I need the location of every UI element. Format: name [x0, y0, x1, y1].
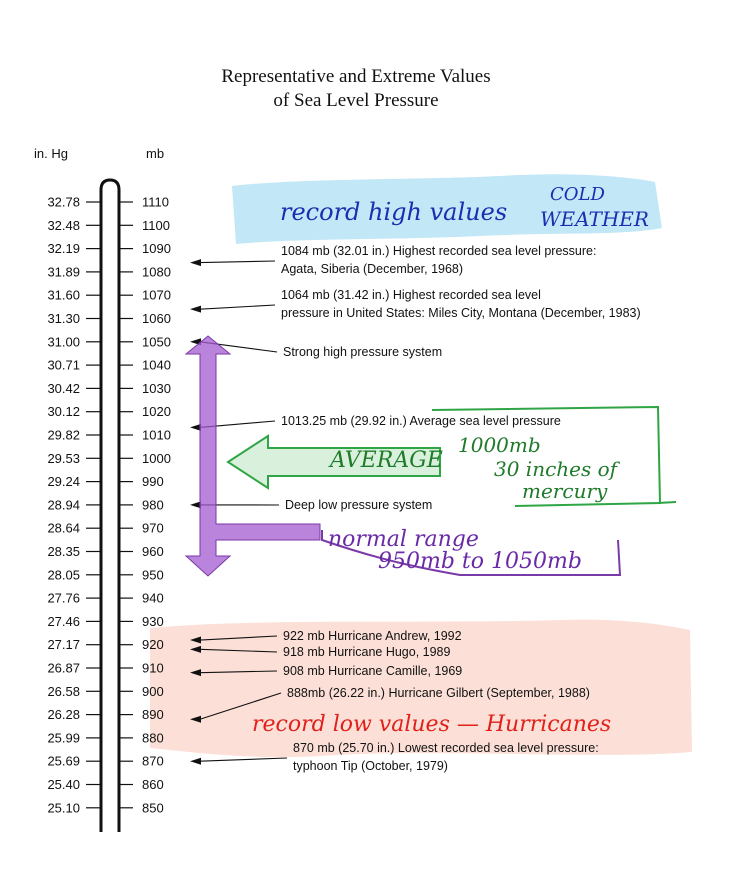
annotation-text: Strong high pressure system: [283, 345, 443, 359]
annotation-item: [190, 414, 561, 431]
unit-inhg-label: in. Hg: [34, 146, 68, 161]
inhg-tick-label: 31.30: [47, 311, 80, 326]
diagram-subtitle: of Sea Level Pressure: [273, 90, 439, 111]
inhg-tick-label: 26.28: [47, 707, 80, 723]
annotation-text: Deep low pressure system: [285, 498, 433, 512]
mb-tick-label: 1110: [142, 194, 169, 210]
unit-mb-label: mb: [146, 146, 165, 161]
annotation-arrowhead: [190, 758, 201, 765]
inhg-tick-label: 25.40: [47, 777, 80, 792]
annotation-text: 1084 mb (32.01 in.) Highest recorded sea level pressure:: [281, 244, 597, 258]
inhg-tick-label: 31.00: [47, 334, 80, 350]
annotation-text: pressure in United States: Miles City, Montana (December, 1983): [281, 306, 641, 320]
mb-tick-label: 930: [142, 613, 164, 629]
inhg-tick-label: 31.60: [47, 287, 80, 303]
cold-handwriting: COLD: [550, 184, 605, 205]
average-inches-handwriting: 30 inches of: [494, 457, 618, 481]
inhg-tick-label: 28.64: [47, 520, 80, 536]
mb-tick-label: 950: [142, 567, 164, 583]
mb-tick-label: 850: [142, 800, 164, 816]
mb-tick-label: 1010: [142, 427, 171, 443]
barometer-tube: [101, 180, 119, 832]
annotation-text: 870 mb (25.70 in.) Lowest recorded sea level pressure:: [293, 741, 599, 755]
annotation-item: [190, 498, 432, 512]
mb-tick-label: 1000: [142, 450, 171, 466]
annotation-arrow-line: [200, 758, 287, 761]
annotation-arrowhead: [190, 501, 201, 508]
mb-tick-label: 870: [142, 753, 164, 769]
diagram-title: Representative and Extreme Values: [221, 66, 491, 87]
inhg-tick-label: 26.58: [47, 683, 80, 699]
inhg-tick-label: 27.76: [47, 590, 80, 606]
mb-tick-label: 860: [142, 777, 164, 792]
annotation-text: Agata, Siberia (December, 1968): [281, 262, 464, 276]
annotation-item: [190, 288, 641, 320]
mb-tick-label: 890: [142, 707, 164, 723]
annotation-text: 888mb (26.22 in.) Hurricane Gilbert (September, 1988): [287, 686, 590, 700]
inhg-tick-label: 25.99: [47, 730, 80, 746]
normal-values-handwriting: 950mb to 1050mb: [378, 549, 582, 574]
annotation-arrowhead: [190, 424, 201, 431]
inhg-tick-label: 32.78: [47, 194, 80, 210]
mb-tick-label: 920: [142, 637, 164, 653]
mb-tick-label: 1100: [142, 217, 170, 233]
inhg-tick-label: 28.35: [47, 544, 80, 559]
mb-tick-label: 940: [142, 590, 164, 606]
mb-tick-label: 1060: [142, 311, 171, 326]
record-low-handwriting: record low values — Hurricanes: [252, 712, 612, 737]
inhg-tick-label: 25.10: [47, 800, 80, 816]
mb-tick-label: 880: [142, 730, 164, 746]
inhg-tick-label: 27.46: [47, 613, 80, 629]
inhg-tick-label: 30.71: [47, 357, 80, 373]
annotation-arrowhead: [190, 259, 201, 266]
inhg-tick-label: 32.19: [47, 241, 80, 257]
inhg-tick-label: 30.42: [47, 380, 80, 396]
inhg-tick-label: 29.53: [47, 450, 80, 466]
inhg-tick-label: 30.12: [47, 404, 80, 420]
normal-range-handwriting: normal range: [328, 527, 479, 552]
inhg-tick-label: 27.17: [47, 637, 80, 653]
inhg-tick-label: 29.82: [47, 427, 80, 443]
mb-tick-label: 910: [142, 660, 164, 676]
annotation-item: [190, 244, 596, 276]
mb-tick-label: 1080: [142, 264, 171, 280]
annotation-arrowhead: [190, 306, 201, 313]
average-mercury-handwriting: mercury: [522, 479, 608, 503]
mb-tick-label: 1070: [142, 287, 171, 303]
annotation-text: 918 mb Hurricane Hugo, 1989: [283, 645, 451, 659]
annotation-arrow-line: [200, 261, 275, 263]
annotation-text: 908 mb Hurricane Camille, 1969: [283, 664, 463, 678]
annotation-text: 1064 mb (31.42 in.) Highest recorded sea level: [281, 288, 541, 302]
inhg-tick-label: 28.94: [47, 497, 80, 513]
inhg-tick-label: 28.05: [47, 567, 80, 583]
mb-tick-label: 1030: [142, 380, 171, 396]
mb-tick-label: 990: [142, 474, 164, 490]
inhg-tick-label: 31.89: [47, 264, 80, 280]
inhg-tick-label: 26.87: [47, 660, 80, 676]
record-high-handwriting: record high values: [280, 198, 508, 226]
inhg-tick-label: 29.24: [47, 474, 80, 490]
mb-tick-label: 960: [142, 544, 164, 559]
average-mb-handwriting: 1000mb: [458, 433, 541, 457]
mb-tick-label: 1020: [142, 404, 171, 420]
annotation-text: typhoon Tip (October, 1979): [293, 759, 448, 773]
mb-tick-label: 1090: [142, 241, 171, 257]
mb-tick-label: 1050: [142, 334, 171, 350]
inhg-tick-label: 32.48: [47, 217, 80, 233]
annotation-arrow-line: [200, 305, 275, 309]
annotation-text: 1013.25 mb (29.92 in.) Average sea level pressure: [281, 414, 561, 428]
average-handwriting: AVERAGE: [330, 448, 443, 473]
mb-tick-label: 900: [142, 683, 164, 699]
mb-tick-label: 980: [142, 497, 164, 513]
annotation-text: 922 mb Hurricane Andrew, 1992: [283, 629, 462, 643]
mb-tick-label: 1040: [142, 357, 171, 373]
annotation-item: [190, 338, 442, 359]
weather-handwriting: WEATHER: [540, 207, 649, 231]
inhg-tick-label: 25.69: [47, 753, 80, 769]
mb-tick-label: 970: [142, 520, 164, 536]
